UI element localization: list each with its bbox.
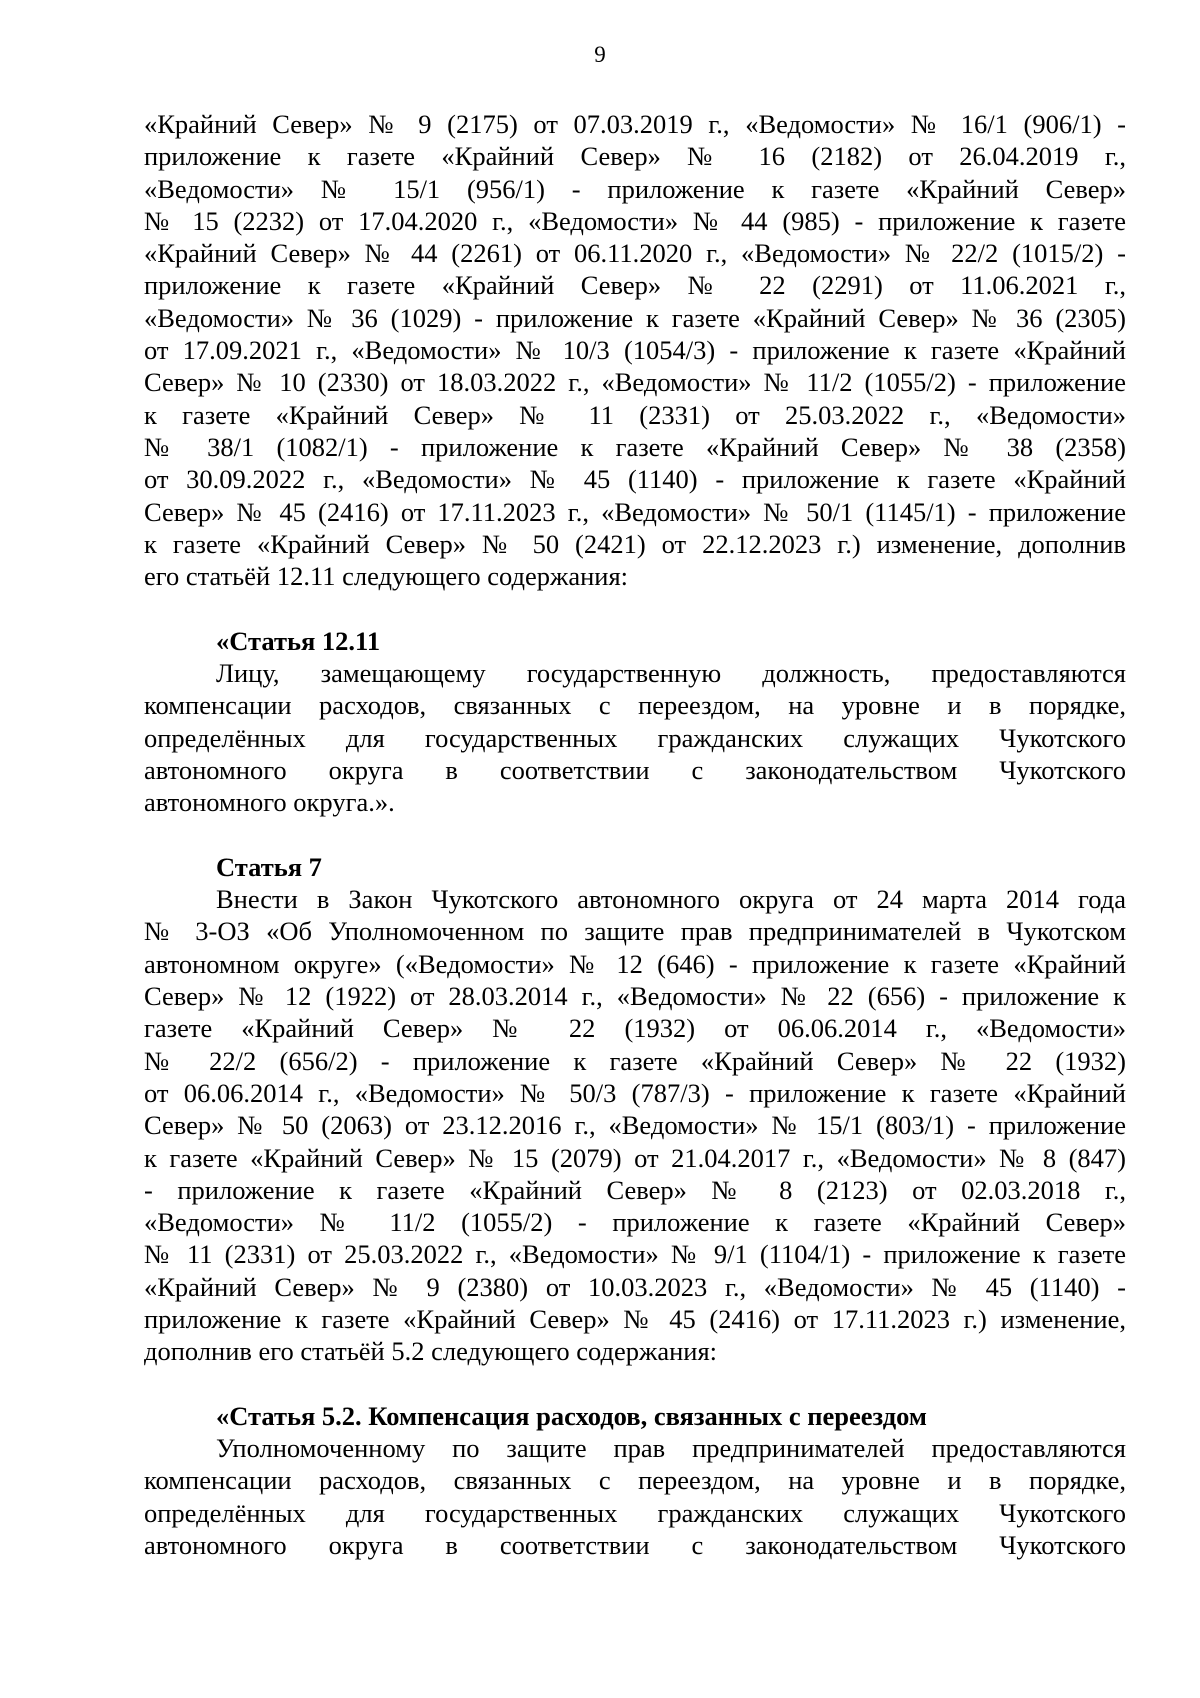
paragraph-gap: [144, 1368, 1126, 1400]
article-heading: «Статья 12.11: [216, 625, 381, 656]
text-line: «Ведомости» № 36 (1029) - приложение к газете «Крайний Север» № 36 (2305): [144, 302, 1126, 333]
document-body: [144, 108, 1126, 1561]
text-line: № 38/1 (1082/1) - приложение к газете «Крайний Север» № 38 (2358): [144, 431, 1126, 462]
text-line: № 3-ОЗ «Об Уполномоченном по защите прав предпринимателей в Чукотском: [144, 916, 1126, 947]
text-line: компенсации расходов, связанных с переездом, на уровне и в порядке,: [144, 1465, 1126, 1496]
text-line: приложение к газете «Крайний Север» № 45 (2416) от 17.11.2023 г.) изменение,: [144, 1303, 1126, 1334]
article-5-2: [144, 1400, 1126, 1561]
text-line: компенсации расходов, связанных с переездом, на уровне и в порядке,: [144, 690, 1126, 721]
text-line: № 11 (2331) от 25.03.2022 г., «Ведомости» № 9/1 (1104/1) - приложение к газете: [144, 1239, 1126, 1270]
text-line: - приложение к газете «Крайний Север» № 8 (2123) от 02.03.2018 г.,: [144, 1174, 1126, 1205]
text-line: его статьёй 12.11 следующего содержания:: [144, 561, 629, 592]
text-line: автономного округа.».: [144, 787, 395, 818]
text-line: газете «Крайний Север» № 22 (1932) от 06.06.2014 г., «Ведомости»: [144, 1013, 1126, 1044]
text-line: приложение к газете «Крайний Север» № 16 (2182) от 26.04.2019 г.,: [144, 141, 1126, 172]
text-line: Внести в Закон Чукотского автономного округа от 24 марта 2014 года: [216, 884, 1126, 915]
text-line: «Крайний Север» № 44 (2261) от 06.11.2020 г., «Ведомости» № 22/2 (1015/2) -: [144, 238, 1126, 269]
text-line: автономного округа в соответствии с законодательством Чукотского: [144, 1530, 1126, 1561]
paragraph-gap: [144, 819, 1126, 851]
text-line: к газете «Крайний Север» № 11 (2331) от 25.03.2022 г., «Ведомости»: [144, 399, 1126, 430]
text-line: определённых для государственных гражданских служащих Чукотского: [144, 722, 1126, 753]
text-line: к газете «Крайний Север» № 15 (2079) от 21.04.2017 г., «Ведомости» № 8 (847): [144, 1142, 1126, 1173]
text-line: «Ведомости» № 11/2 (1055/2) - приложение к газете «Крайний Север»: [144, 1207, 1126, 1238]
article-heading: «Статья 5.2. Компенсация расходов, связанных с переездом: [216, 1400, 927, 1431]
text-line: № 15 (2232) от 17.04.2020 г., «Ведомости» № 44 (985) - приложение к газете: [144, 205, 1126, 236]
paragraph-gap: [144, 592, 1126, 624]
text-line: № 22/2 (656/2) - приложение к газете «Крайний Север» № 22 (1932): [144, 1045, 1126, 1076]
text-line: Север» № 50 (2063) от 23.12.2016 г., «Ведомости» № 15/1 (803/1) - приложение: [144, 1110, 1126, 1141]
text-line: дополнив его статьёй 5.2 следующего содержания:: [144, 1336, 718, 1367]
text-line: «Крайний Север» № 9 (2175) от 07.03.2019 г., «Ведомости» № 16/1 (906/1) -: [144, 109, 1126, 139]
text-line: приложение к газете «Крайний Север» № 22 (2291) от 11.06.2021 г.,: [144, 270, 1126, 301]
text-line: определённых для государственных гражданских служащих Чукотского: [144, 1497, 1126, 1528]
paragraph-amendment-continuation: [144, 108, 1126, 592]
page-number: 9: [594, 42, 606, 67]
text-line: автономном округе» («Ведомости» № 12 (646) - приложение к газете «Крайний: [144, 948, 1126, 979]
text-line: Лицу, замещающему государственную должность, предоставляются: [216, 658, 1126, 689]
text-line: к газете «Крайний Север» № 50 (2421) от 22.12.2023 г.) изменение, дополнив: [144, 528, 1126, 559]
text-line: Север» № 12 (1922) от 28.03.2014 г., «Ведомости» № 22 (656) - приложение к: [144, 981, 1126, 1012]
text-line: от 30.09.2022 г., «Ведомости» № 45 (1140) - приложение к газете «Крайний: [144, 464, 1126, 495]
text-line: от 17.09.2021 г., «Ведомости» № 10/3 (1054/3) - приложение к газете «Крайний: [144, 335, 1126, 366]
text-line: Север» № 10 (2330) от 18.03.2022 г., «Ведомости» № 11/2 (1055/2) - приложение: [144, 367, 1126, 398]
text-line: «Крайний Север» № 9 (2380) от 10.03.2023 г., «Ведомости» № 45 (1140) -: [144, 1271, 1126, 1302]
text-line: Север» № 45 (2416) от 17.11.2023 г., «Ведомости» № 50/1 (1145/1) - приложение: [144, 496, 1126, 527]
article-12-11: [144, 625, 1126, 819]
text-line: от 06.06.2014 г., «Ведомости» № 50/3 (787/3) - приложение к газете «Крайний: [144, 1077, 1126, 1108]
text-line: автономного округа в соответствии с законодательством Чукотского: [144, 754, 1126, 785]
article-heading: Статья 7: [216, 851, 322, 882]
text-line: «Ведомости» № 15/1 (956/1) - приложение к газете «Крайний Север»: [144, 173, 1126, 204]
text-line: Уполномоченному по защите прав предпринимателей предоставляются: [216, 1433, 1126, 1464]
article-7: [144, 851, 1126, 1368]
